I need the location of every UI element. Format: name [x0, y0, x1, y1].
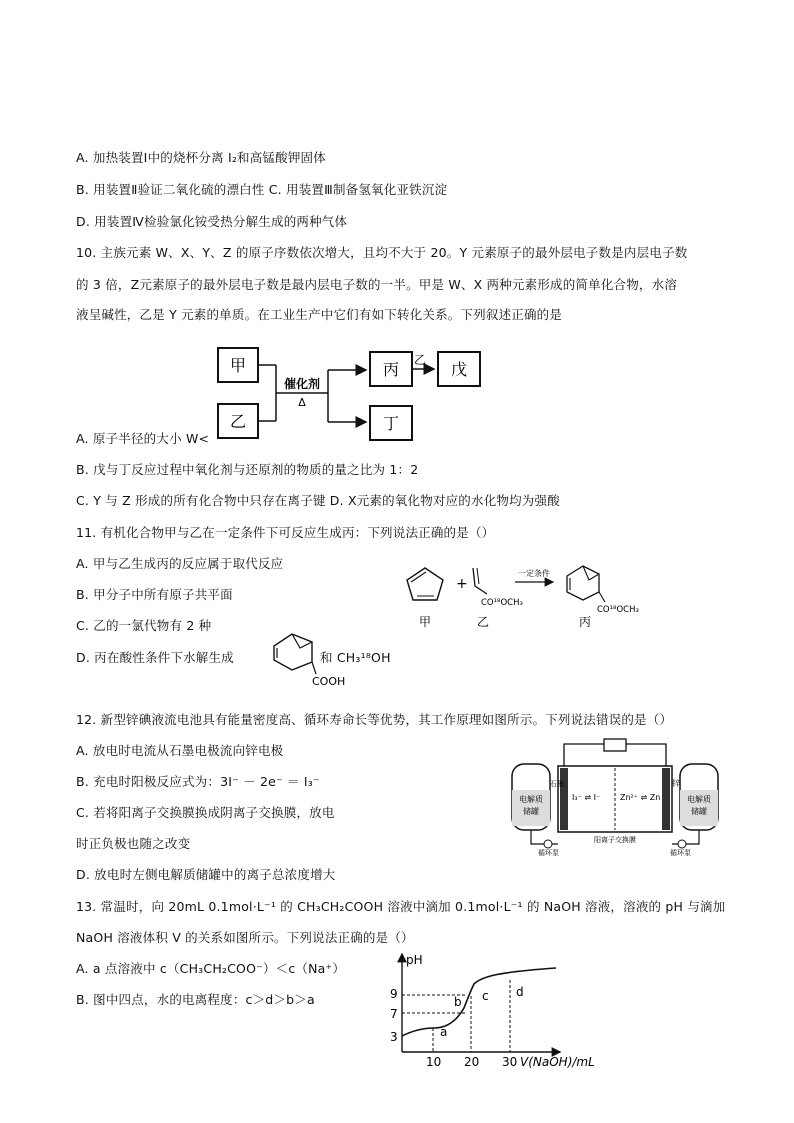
- right-pump-label: 循环泵: [670, 849, 691, 856]
- right-tank-label-bottom: 储罐: [691, 807, 707, 816]
- q12-option-a: A. 放电时电流从石墨电极流向锌电极: [76, 743, 284, 758]
- point-d: d: [516, 985, 524, 999]
- norbornene-structure: [567, 566, 599, 600]
- point-a: a: [440, 1025, 448, 1039]
- zinc-label: 锌: [672, 779, 680, 788]
- ester-yi-label: CO¹⁸OCH₃: [481, 598, 523, 608]
- left-pump-label: 循环泵: [538, 849, 559, 856]
- q13-option-a: A. a 点溶液中 c（CH₃CH₂COO⁻）＜c（Na⁺）: [76, 961, 346, 976]
- load-box: [604, 739, 626, 751]
- ytick-9: 9: [390, 987, 398, 1001]
- plus-sign: +: [456, 576, 468, 592]
- cooh-label: COOH: [312, 675, 346, 686]
- left-tank-label-top: 电解质: [519, 795, 543, 804]
- scheme-label-bing: 丙: [578, 615, 592, 629]
- q12-option-d: D. 放电时左侧电解质储罐中的离子总浓度增大: [76, 867, 336, 882]
- q12-option-b: B. 充电时阳极反应式为：3I⁻ － 2e⁻ ＝ I₃⁻: [76, 774, 320, 789]
- label-bing: 丙: [382, 360, 400, 379]
- xtick-10: 10: [426, 1055, 442, 1069]
- q12-battery-diagram: [508, 738, 722, 856]
- graphite-electrode: [560, 768, 568, 830]
- ytick-7: 7: [390, 1007, 398, 1021]
- q10-option-a: A. 原子半径的大小 W<: [76, 431, 210, 446]
- q11-option-d-suffix: 和 CH₃¹⁸OH: [320, 650, 391, 665]
- label-jia: 甲: [229, 356, 247, 375]
- label-arrow-yi: 乙: [413, 353, 427, 367]
- left-pump-icon: [544, 840, 552, 848]
- label-yi: 乙: [229, 412, 247, 431]
- xtick-20: 20: [464, 1055, 480, 1069]
- left-reaction: I₃⁻ ⇌ I⁻: [572, 793, 601, 802]
- q10-conversion-diagram: [210, 340, 500, 450]
- q12-stem: 12. 新型锌碘液流电池具有能量密度高、循环寿命长等优势，其工作原理如图所示。下列说法错误的是（）: [76, 712, 673, 727]
- x-axis-label: V(NaOH)/mL: [520, 1055, 595, 1069]
- ph-curve: [402, 968, 556, 1036]
- ester-bing-label: CO¹⁸OCH₃: [597, 605, 639, 615]
- xtick-30: 30: [502, 1055, 518, 1069]
- q11-option-b: B. 甲分子中所有原子共平面: [76, 587, 233, 602]
- q10-stem-line2: 的 3 倍，Z元素原子的最外层电子数是最内层电子数的一半。甲是 W、X 两种元素形成的简单化合物，水溶: [76, 277, 678, 292]
- ytick-3: 3: [390, 1030, 398, 1044]
- label-catalyst: 催化剂: [283, 377, 321, 391]
- point-b: b: [454, 995, 462, 1009]
- q9-option-d: D. 用装置Ⅳ检验氯化铵受热分解生成的两种气体: [76, 214, 348, 229]
- label-ding: 丁: [382, 414, 400, 433]
- q10-stem-line3: 液呈碱性，乙是 Y 元素的单质。在工业生产中它们有如下转化关系。下列叙述正确的是: [76, 307, 563, 322]
- label-heat: Δ: [298, 396, 306, 409]
- right-tank-label-top: 电解质: [687, 795, 711, 804]
- q12-option-c-line2: 时正负极也随之改变: [76, 836, 191, 851]
- q11-reaction-scheme: [395, 560, 655, 632]
- q11-hydrolysis-acid-structure: [262, 624, 352, 686]
- q9-option-bc: B. 用装置Ⅱ验证二氧化硫的漂白性 C. 用装置Ⅲ制备氢氧化亚铁沉淀: [76, 182, 448, 197]
- q10-option-cd: C. Y 与 Z 形成的所有化合物中只存在离子键 D. X元素的氧化物对应的水化物均为强酸: [76, 493, 560, 508]
- q11-option-c: C. 乙的一氯代物有 2 种: [76, 618, 212, 633]
- q11-option-d-prefix: D. 丙在酸性条件下水解生成: [76, 650, 234, 665]
- y-axis-label: pH: [406, 953, 423, 967]
- condition-label: 一定条件: [518, 569, 550, 578]
- q10-option-b: B. 戊与丁反应过程中氧化剂与还原剂的物质的量之比为 1：2: [76, 462, 419, 477]
- q12-option-c-line1: C. 若将阳离子交换膜换成阴离子交换膜，放电: [76, 805, 335, 820]
- q11-stem: 11. 有机化合物甲与乙在一定条件下可反应生成丙：下列说法正确的是（）: [76, 525, 495, 540]
- graphite-label: 石墨: [550, 780, 564, 788]
- q13-titration-curve: [370, 948, 630, 1070]
- scheme-label-yi: 乙: [476, 615, 490, 629]
- q13-option-b: B. 图中四点，水的电离程度：c＞d＞b＞a: [76, 992, 315, 1007]
- q13-stem-line2: NaOH 溶液体积 V 的关系如图所示。下列说法正确的是（）: [76, 930, 414, 945]
- right-pump-icon: [678, 840, 686, 848]
- left-tank-label-bottom: 储罐: [523, 807, 539, 816]
- membrane-label: 阳离子交换膜: [594, 836, 636, 844]
- q9-option-a: A. 加热装置Ⅰ中的烧杯分离 I₂和高锰酸钾固体: [76, 150, 326, 165]
- right-reaction: Zn²⁺ ⇌ Zn: [620, 793, 661, 802]
- zinc-electrode: [662, 768, 670, 830]
- scheme-label-jia: 甲: [418, 615, 432, 629]
- label-wu: 戊: [450, 360, 468, 379]
- point-c: c: [482, 989, 489, 1003]
- q13-stem-line1: 13. 常温时，向 20mL 0.1mol·L⁻¹ 的 CH₃CH₂COOH 溶液中滴加 0.1mol·L⁻¹ 的 NaOH 溶液，溶液的 pH 与滴加: [76, 899, 726, 914]
- q10-stem-line1: 10. 主族元素 W、X、Y、Z 的原子序数依次增大，且均不大于 20。Y 元素原子的最外层电子数是内层电子数: [76, 245, 688, 260]
- q11-option-a: A. 甲与乙生成丙的反应属于取代反应: [76, 556, 284, 571]
